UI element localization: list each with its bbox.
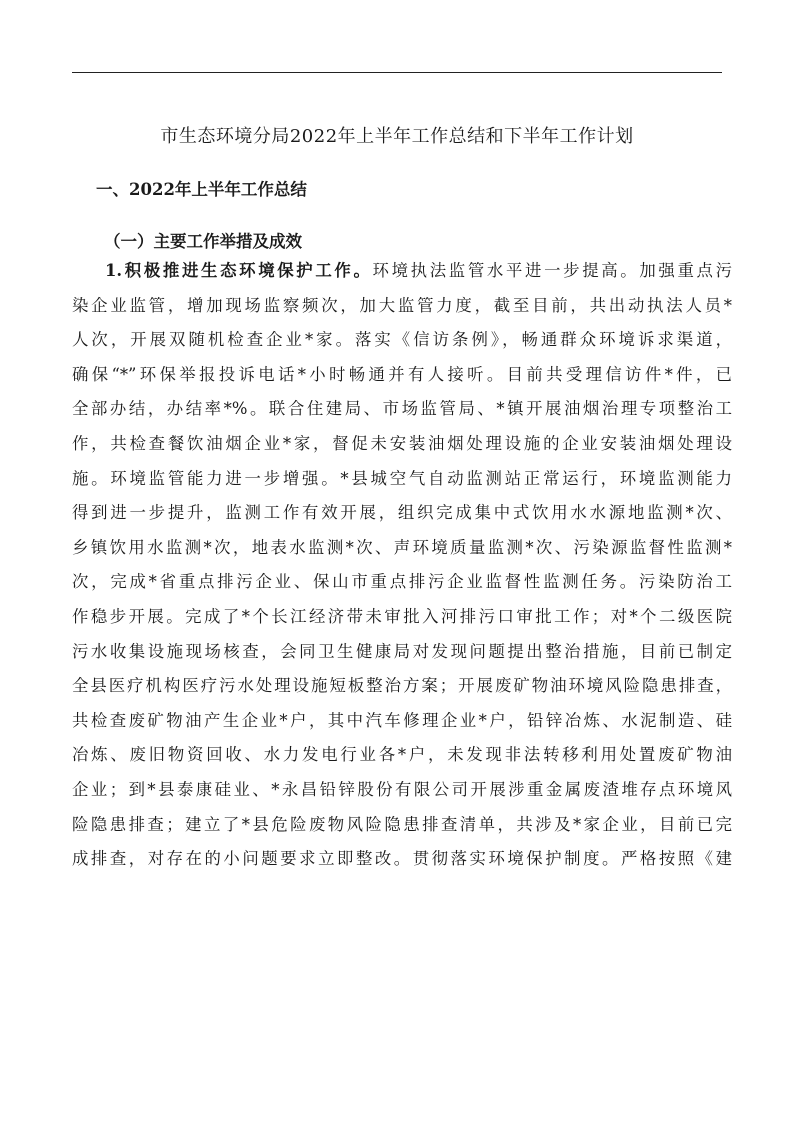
- paragraph-line: 全部办结，办结率*%。联合住建局、市场监管局、*镇开展油烟治理专项整治工: [72, 399, 732, 419]
- paragraph-line: 染企业监管，增加现场监察频次，加大监管力度，截至目前，共出动执法人员*: [72, 295, 732, 315]
- subsection-heading: （一）主要工作举措及成效: [104, 232, 302, 251]
- paragraph-line: 作稳步开展。完成了*个长江经济带未审批入河排污口审批工作；对*个二级医院: [72, 606, 732, 626]
- paragraph-line: 施。环境监管能力进一步增强。*县城空气自动监测站正常运行，环境监测能力: [72, 468, 732, 488]
- paragraph-line: 成排查，对存在的小问题要求立即整改。贯彻落实环境保护制度。严格按照《建: [72, 849, 732, 869]
- document-title: 市生态环境分局2022年上半年工作总结和下半年工作计划: [160, 126, 634, 147]
- paragraph-line: [72, 254, 732, 289]
- section-heading: 一、2022年上半年工作总结: [96, 180, 307, 199]
- paragraph-line: 乡镇饮用水监测*次，地表水监测*次、声环境质量监测*次、污染源监督性监测*: [72, 537, 732, 557]
- header-rule: [72, 72, 722, 73]
- paragraph-line: 作，共检查餐饮油烟企业*家，督促未安装油烟处理设施的企业安装油烟处理设: [72, 433, 732, 453]
- paragraph-line-text: 环境执法监管水平进一步提高。加强重点污: [372, 261, 732, 280]
- paragraph-line: 共检查废矿物油产生企业*户，其中汽车修理企业*户，铅锌冶炼、水泥制造、硅: [72, 710, 732, 730]
- paragraph-line: 人次，开展双随机检查企业*家。落实《信访条例》，畅通群众环境诉求渠道，: [72, 330, 732, 350]
- paragraph-line: 险隐患排查；建立了*县危险废物风险隐患排查清单，共涉及*家企业，目前已完: [72, 814, 732, 834]
- paragraph-line: 污水收集设施现场核查，会同卫生健康局对发现问题提出整治措施，目前已制定: [72, 641, 732, 661]
- paragraph-line: 全县医疗机构医疗污水处理设施短板整治方案；开展废矿物油环境风险隐患排查，: [72, 676, 732, 696]
- paragraph-line: 冶炼、废旧物资回收、水力发电行业各*户，未发现非法转移利用处置废矿物油: [72, 745, 732, 765]
- paragraph-line: 得到进一步提升，监测工作有效开展，组织完成集中式饮用水水源地监测*次、: [72, 503, 732, 523]
- body-paragraph: [72, 254, 732, 877]
- paragraph-lead: 1.积极推进生态环境保护工作。: [105, 261, 373, 280]
- paragraph-line: 确保“*”环保举报投诉电话*小时畅通并有人接听。目前共受理信访件*件，已: [72, 364, 732, 384]
- paragraph-line: 次，完成*省重点排污企业、保山市重点排污企业监督性监测任务。污染防治工: [72, 572, 732, 592]
- paragraph-line: 企业；到*县泰康硅业、*永昌铅锌股份有限公司开展涉重金属废渣堆存点环境风: [72, 779, 732, 799]
